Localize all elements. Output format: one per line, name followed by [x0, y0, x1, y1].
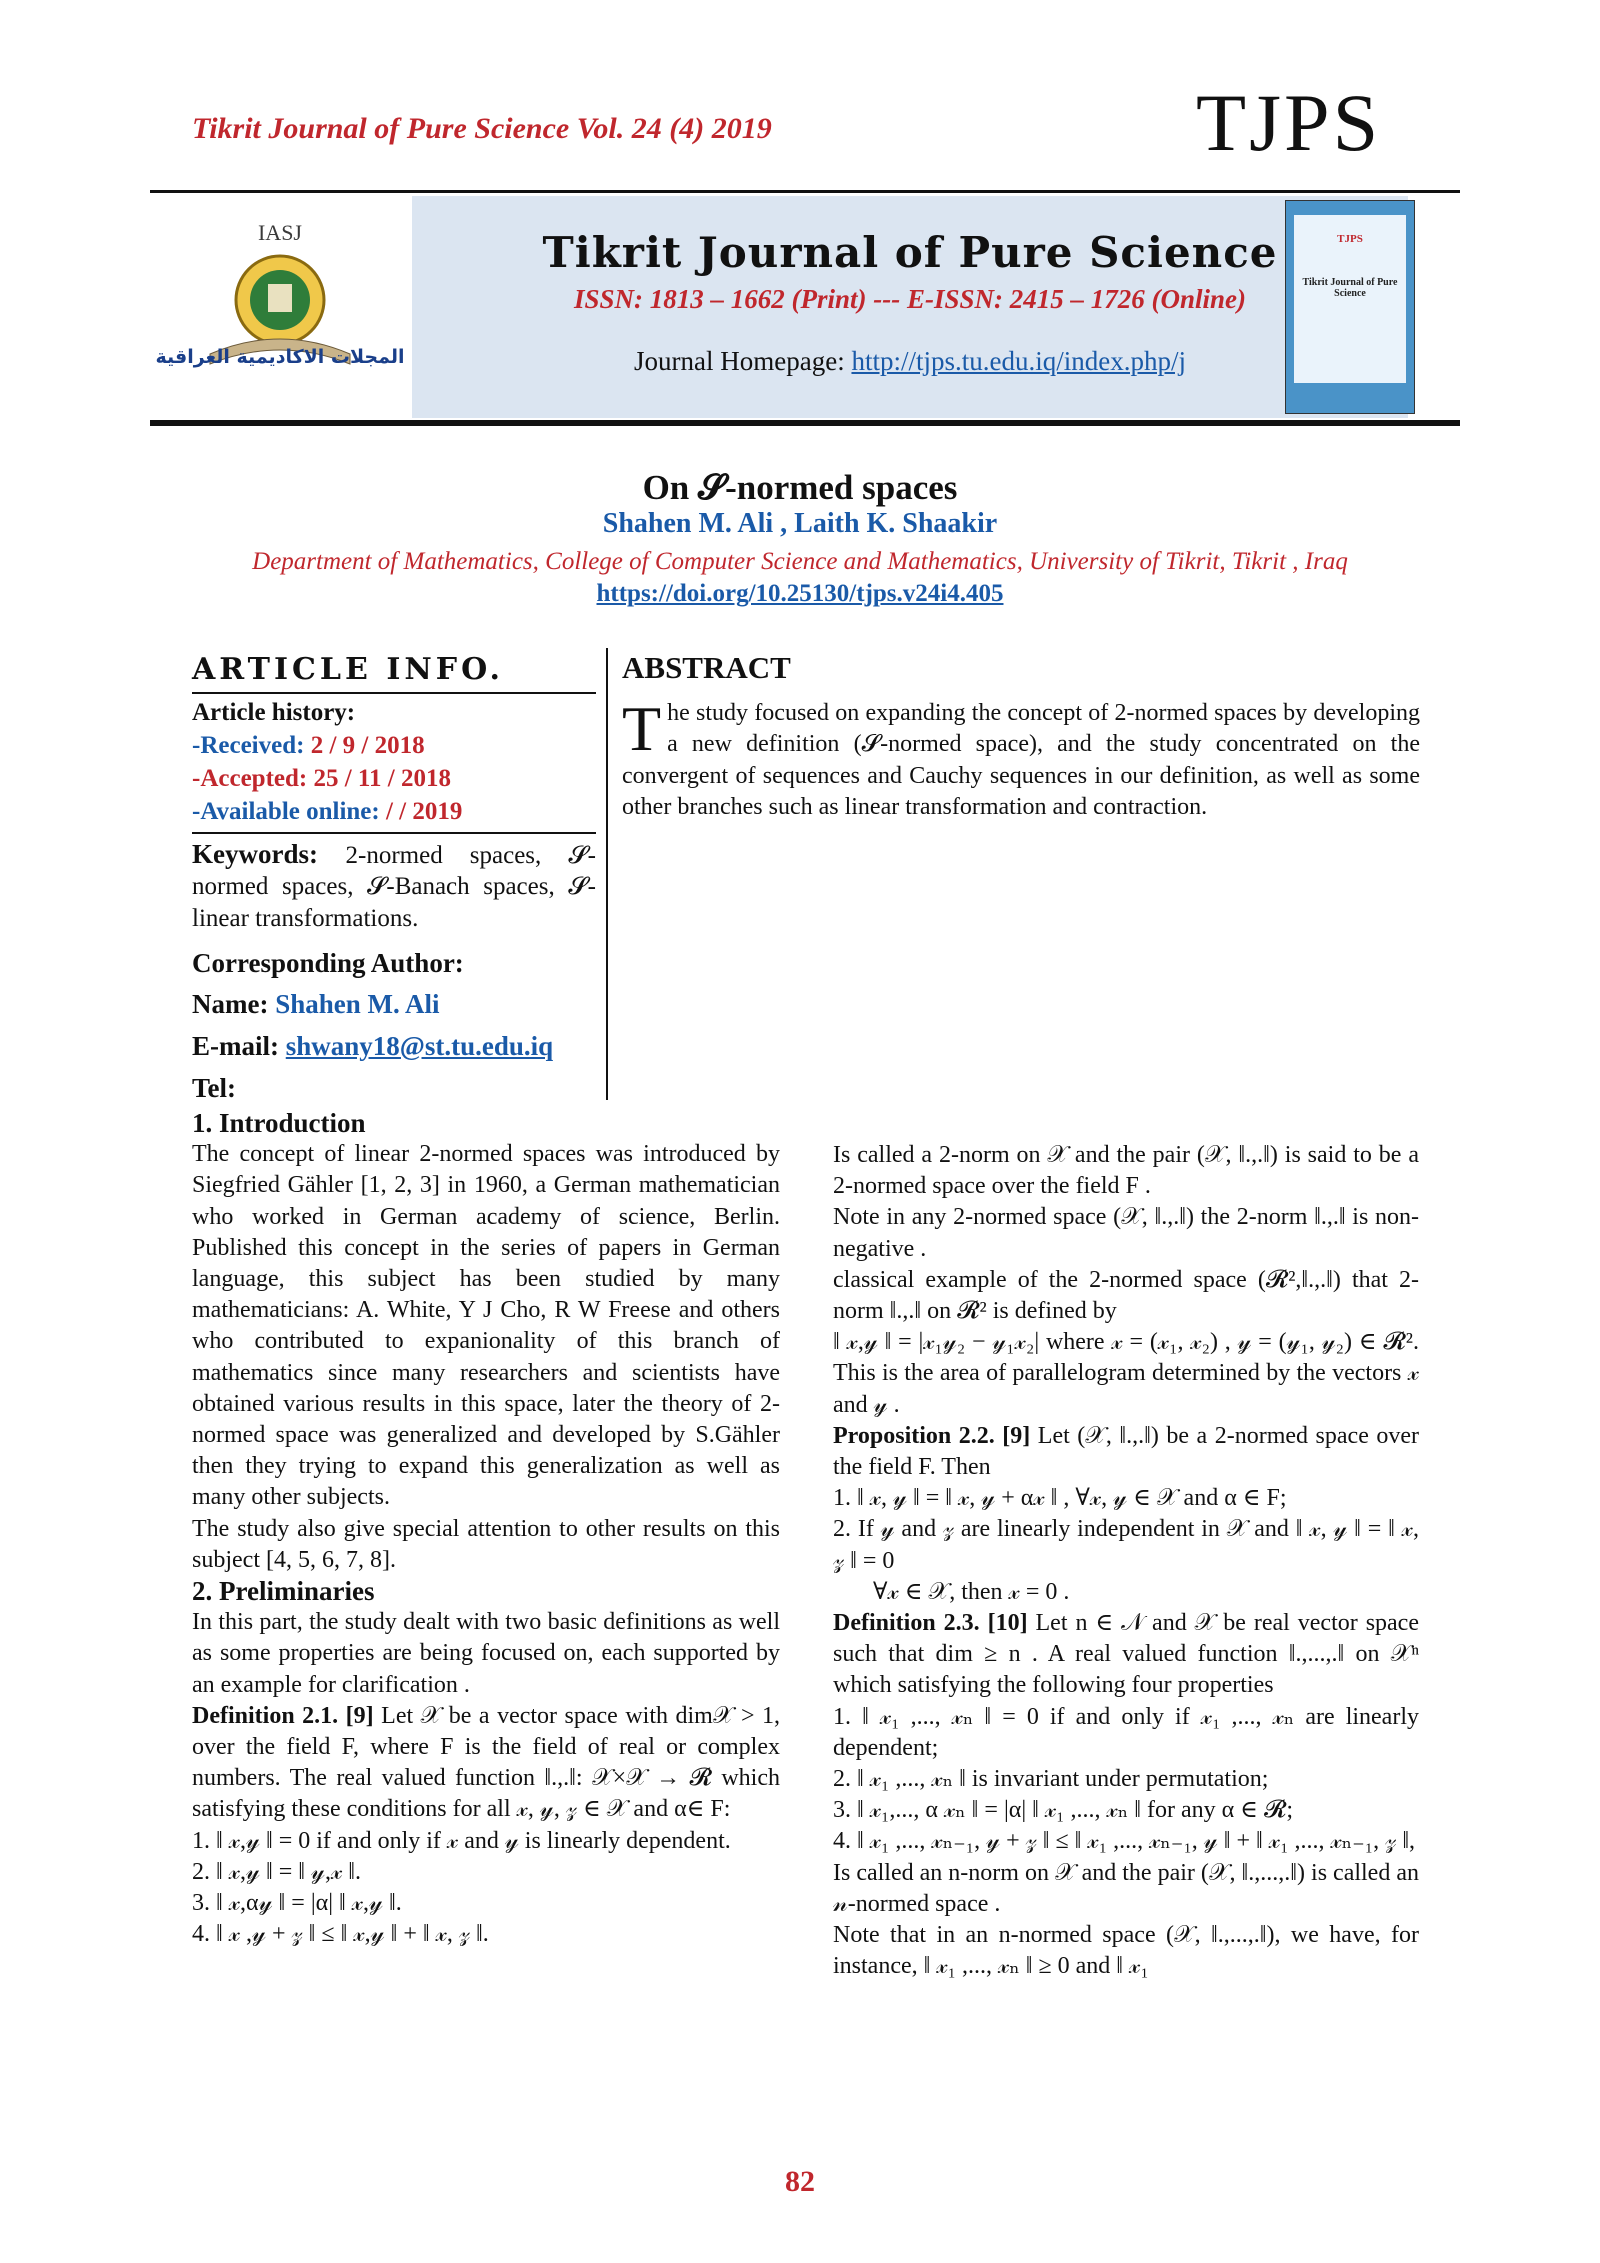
abstract — [622, 648, 1420, 823]
proposition-2-2-label: Proposition 2.2. [9] — [833, 1422, 1031, 1449]
accepted-date: 25 / 11 / 2018 — [313, 764, 451, 792]
banner-center — [412, 196, 1408, 418]
email-link[interactable]: shwany18@st.tu.edu.iq — [285, 1031, 554, 1062]
journal-cover-thumbnail — [1285, 200, 1415, 414]
abstract-text: he study focused on expanding the concept of 2-normed spaces by developing a new definition (𝓢-normed space), and the study concentrated on the convergent of sequences and Cauchy sequences in our definition, as well as some other branches such as linear transformation and contraction. — [622, 700, 1420, 820]
right-paragraph-3: classical example of the 2-normed space (𝓡²,‖.,.‖) that 2-norm ‖.,.‖ on 𝓡² is defined by — [833, 1266, 1419, 1325]
cover-title: Tikrit Journal of Pure Science — [1302, 277, 1398, 299]
keywords-text: 2-normed spaces, 𝓢-normed spaces, 𝓢-Banach spaces, 𝓢-linear transformations. — [192, 841, 596, 932]
affiliation: Department of Mathematics, College of Computer Science and Mathematics, University of Tikrit, Tikrit , Iraq — [252, 548, 1348, 575]
available-label: -Available online: — [192, 797, 386, 825]
n-norm-property-1: 1. ‖ 𝓍₁ ,..., 𝓍ₙ ‖ = 0 if and only if 𝓍₁ ,..., 𝓍ₙ are linearly dependent; — [833, 1703, 1419, 1761]
definition-2-1-label: Definition 2.1. [9] — [192, 1702, 374, 1729]
condition-4: 4. ‖ 𝓍 ,𝓎 + 𝓏 ‖ ≤ ‖ 𝓍,𝓎 ‖ + ‖ 𝓍, 𝓏 ‖. — [192, 1921, 489, 1948]
cover-label: TJPS — [1337, 233, 1363, 245]
right-column — [833, 1140, 1419, 1982]
proposition-item-2: 2. If 𝓎 and 𝓏 are linearly independent in 𝒳 and ‖ 𝓍, 𝓎 ‖ = ‖ 𝓍, 𝓏 ‖ = 0 — [833, 1516, 1419, 1574]
section-heading-introduction: 1. Introduction — [192, 1108, 366, 1138]
header-rule-bottom — [150, 420, 1460, 426]
iasj-arabic-text: المجلات الاكاديمية العراقية — [155, 346, 405, 368]
journal-title: Tikrit Journal of Pure Science — [542, 228, 1278, 277]
iasj-logo-text: IASJ — [257, 220, 302, 245]
journal-homepage — [412, 346, 1408, 377]
info-divider — [192, 692, 596, 694]
homepage-link[interactable]: http://tjps.tu.edu.iq/index.php/j — [851, 346, 1186, 376]
journal-banner — [150, 196, 1460, 418]
tel-label: Tel: — [192, 1072, 237, 1103]
definition-2-1-text: Let 𝒳 be a vector space with dim𝒳 > 1, over the field F, where F is the field of real or complex numbers. The real valued function ‖.,.‖: 𝒳×𝒳 → 𝓡 which satisfying these conditions for all 𝓍, 𝓎, 𝓏 ∈ 𝒳 and α∈ F: — [192, 1702, 780, 1823]
doi-link[interactable]: https://doi.org/10.25130/tjps.v24i4.405 — [596, 580, 1004, 607]
definition-2-3-label: Definition 2.3. [10] — [833, 1610, 1028, 1637]
n-norm-property-4: 4. ‖ 𝓍₁ ,..., 𝓍ₙ₋₁, 𝓎 + 𝓏 ‖ ≤ ‖ 𝓍₁ ,..., 𝓍ₙ₋₁, 𝓎 ‖ + ‖ 𝓍₁ ,..., 𝓍ₙ₋₁, 𝓏 ‖, — [833, 1828, 1416, 1855]
name-label: Name: — [192, 989, 276, 1020]
section-heading-preliminaries: 2. Preliminaries — [192, 1576, 375, 1607]
iasj-logo — [150, 196, 410, 418]
header-rule-top — [150, 190, 1460, 193]
received-date: 2 / 9 / 2018 — [310, 731, 425, 759]
author-name: Shahen M. Ali — [275, 989, 440, 1020]
n-norm-property-2: 2. ‖ 𝓍₁ ,..., 𝓍ₙ ‖ is invariant under permutation; — [833, 1766, 1269, 1793]
corresponding-author-label: Corresponding Author: — [192, 947, 464, 978]
condition-1: 1. ‖ 𝓍,𝓎 ‖ = 0 if and only if 𝓍 and 𝓎 is linearly dependent. — [192, 1827, 731, 1854]
condition-3: 3. ‖ 𝓍,α𝓎 ‖ = |α| ‖ 𝓍,𝓎 ‖. — [192, 1890, 402, 1917]
right-paragraph-1: Is called a 2-norm on 𝒳 and the pair (𝒳, ‖.,.‖) is said to be a 2-normed space over the field F . — [833, 1142, 1419, 1200]
proposition-2-2 — [833, 1421, 1419, 1483]
proposition-item-3: ∀𝓍 ∈ 𝒳, then 𝓍 = 0 . — [873, 1578, 1070, 1605]
definition-2-3-text: Let n ∈ 𝒩 and 𝒳 be real vector space such that dim ≥ n . A real valued function ‖.,...,.‖ on 𝒳ⁿ which satisfying the following four properties — [833, 1610, 1419, 1699]
right-paragraph-2: Note in any 2-normed space (𝒳, ‖.,.‖) the 2-norm ‖.,.‖ is non-negative . — [833, 1204, 1419, 1262]
page-number: 82 — [785, 2165, 815, 2198]
info-vertical-divider — [606, 648, 608, 1100]
tjps-logo: TJPS — [1196, 77, 1382, 168]
definition-2-1 — [192, 1701, 780, 1826]
running-head: Tikrit Journal of Pure Science Vol. 24 (4) 2019 — [192, 112, 772, 145]
left-column — [192, 1108, 780, 1950]
n-norm-property-3: 3. ‖ 𝓍₁,..., α 𝓍ₙ ‖ = |α| ‖ 𝓍₁ ,..., 𝓍ₙ ‖ for any α ∈ 𝓡; — [833, 1797, 1294, 1824]
intro-paragraph-2: The study also give special attention to other results on this subject [4, 5, 6, 7, 8]. — [192, 1515, 780, 1573]
available-date: / / 2019 — [385, 797, 463, 825]
preliminaries-paragraph: In this part, the study dealt with two basic definitions as well as some properties are being focused on, each supported by an example for clarification . — [192, 1609, 780, 1698]
right-paragraph-6: Note that in an n-normed space (𝒳, ‖.,...,.‖), we have, for instance, ‖ 𝓍₁ ,..., 𝓍ₙ ‖ ≥ 0 and ‖ 𝓍₁ — [833, 1922, 1419, 1980]
accepted-label: -Accepted: — [192, 764, 314, 792]
proposition-2-2-text: Let (𝒳, ‖.,.‖) be a 2-normed space over the field F. Then — [833, 1422, 1419, 1481]
right-paragraph-4: ‖ 𝓍,𝓎 ‖ = |𝓍₁𝓎₂ − 𝓎₁𝓍₂| where 𝓍 = (𝓍₁, 𝓍₂) , 𝓎 = (𝓎₁, 𝓎₂) ∈ 𝓡². This is the area of parallelogram determined by the vectors 𝓍 and 𝓎 . — [833, 1329, 1419, 1418]
article-history-label: Article history: — [192, 698, 356, 726]
issn: ISSN: 1813 – 1662 (Print) --- E-ISSN: 2415 – 1726 (Online) — [573, 284, 1247, 314]
proposition-item-1: 1. ‖ 𝓍, 𝓎 ‖ = ‖ 𝓍, 𝓎 + α𝓍 ‖ , ∀𝓍, 𝓎 ∈ 𝒳 and α ∈ F; — [833, 1485, 1287, 1512]
info-divider-2 — [192, 832, 596, 834]
article-info-heading: ARTICLE INFO. — [192, 652, 504, 687]
definition-2-3 — [833, 1608, 1419, 1702]
keywords — [192, 838, 596, 934]
keywords-label: Keywords: — [192, 838, 346, 869]
iasj-emblem-icon — [150, 244, 410, 394]
article-info-panel — [192, 650, 596, 1106]
paper-title: On 𝓢-normed spaces — [642, 468, 958, 507]
received-label: -Received: — [192, 731, 311, 759]
intro-paragraph-1: The concept of linear 2-normed spaces was introduced by Siegfried Gähler [1, 2, 3] in 1960, a German mathematician who worked in German academy of science, Berlin. Published this concept in the series of papers in German language, this subject has been studied by many mathematicians: A. White, Y J Cho, R W Freese and others who contributed to expanionality of this branch of mathematics since many researchers and scientists have obtained various results in this space, later the theory of 2-normed space was generalized and developed by S.Gähler then they trying to expand this generalization as well as many other subjects. — [192, 1141, 780, 1511]
abstract-heading: ABSTRACT — [622, 650, 791, 685]
homepage-label: Journal Homepage: — [634, 346, 852, 376]
right-paragraph-5: Is called an n-norm on 𝒳 and the pair (𝒳, ‖.,...,.‖) is called an 𝓃-normed space . — [833, 1859, 1419, 1917]
email-label: E-mail: — [192, 1031, 286, 1062]
condition-2: 2. ‖ 𝓍,𝓎 ‖ = ‖ 𝓎,𝓍 ‖. — [192, 1858, 361, 1885]
authors: Shahen M. Ali , Laith K. Shaakir — [602, 508, 998, 539]
abstract-dropcap: T — [622, 693, 662, 765]
cover-inner — [1294, 215, 1406, 383]
